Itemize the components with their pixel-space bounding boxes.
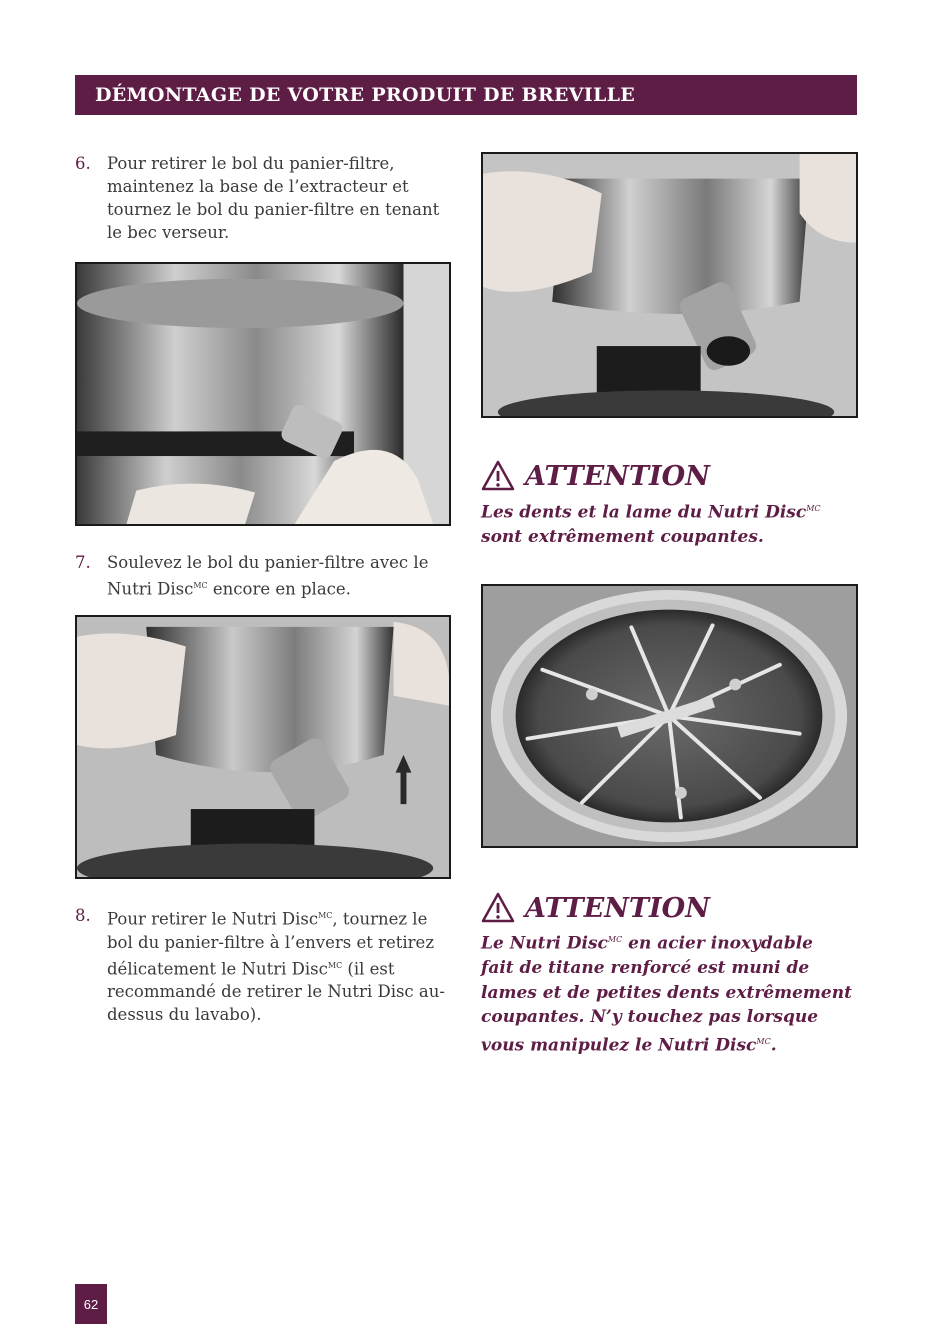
step-text: (il est (342, 959, 395, 978)
trademark: MC (193, 581, 208, 590)
step-line: dessus du lavabo). (107, 1005, 262, 1024)
photo-turn-bowl (75, 262, 451, 526)
step-text: délicatement le Nutri Disc (107, 959, 328, 978)
step-8 (75, 904, 460, 1024)
warning-text-1 (481, 497, 861, 550)
warning-heading: ATTENTION (525, 892, 710, 924)
warning-line: Le Nutri Disc (481, 933, 608, 954)
step-text: encore en place. (207, 579, 351, 599)
step-7 (75, 551, 455, 601)
warning-heading: ATTENTION (525, 460, 710, 492)
warning-line: sont extrêmement coupantes. (481, 527, 764, 548)
trademark: MC (327, 960, 343, 970)
page-number-text: 62 (83, 1296, 99, 1312)
step-text: , tournez le (332, 909, 428, 929)
warning-line: lames et de petites dents extrêmement (481, 982, 852, 1003)
trademark: MC (318, 911, 333, 920)
warning-title-2 (481, 888, 710, 928)
trademark: MC (607, 935, 623, 944)
trademark: MC (756, 1036, 771, 1046)
warning-line: fait de titane renforcé est muni de (481, 958, 810, 979)
warning-line: Les dents et la lame du Nutri Disc (481, 502, 807, 523)
step-6 (75, 152, 455, 247)
warning-icon (481, 892, 515, 924)
warning-title-1 (481, 456, 710, 496)
step-text: Pour retirer le Nutri Disc (107, 909, 319, 929)
step-line: Pour retirer le bol du panier-filtre, (107, 154, 395, 173)
step-text: Nutri Disc (107, 579, 194, 599)
section-title: DÉMONTAGE DE VOTRE PRODUIT DE BREVILLE (95, 84, 636, 106)
trademark: MC (806, 504, 821, 513)
warning-line: vous manipulez le Nutri Disc (481, 1035, 757, 1056)
photo-hold-bowl (481, 152, 858, 418)
section-header (75, 75, 857, 115)
step-number: 7. (75, 553, 91, 572)
step-number: 8. (75, 906, 91, 925)
warning-line: . (770, 1035, 777, 1056)
step-line: Soulevez le bol du panier-filtre avec le (107, 553, 429, 572)
warning-text-2 (481, 928, 871, 1058)
photo-lift-bowl (75, 615, 451, 879)
step-line: le bec verseur. (107, 223, 230, 242)
photo-nutri-disc (481, 584, 858, 848)
step-line: maintenez la base de l’extracteur et (107, 177, 409, 196)
step-line: recommandé de retirer le Nutri Disc au- (107, 982, 445, 1001)
warning-line: coupantes. N’y touchez pas lorsque (481, 1007, 819, 1028)
step-line: tournez le bol du panier-filtre en tenant (107, 200, 440, 219)
step-line: bol du panier-filtre à l’envers et retirez (107, 932, 435, 952)
warning-line: en acier inoxydable (622, 933, 813, 954)
warning-icon (481, 460, 515, 492)
page-number (75, 1284, 107, 1324)
step-number: 6. (75, 154, 91, 173)
